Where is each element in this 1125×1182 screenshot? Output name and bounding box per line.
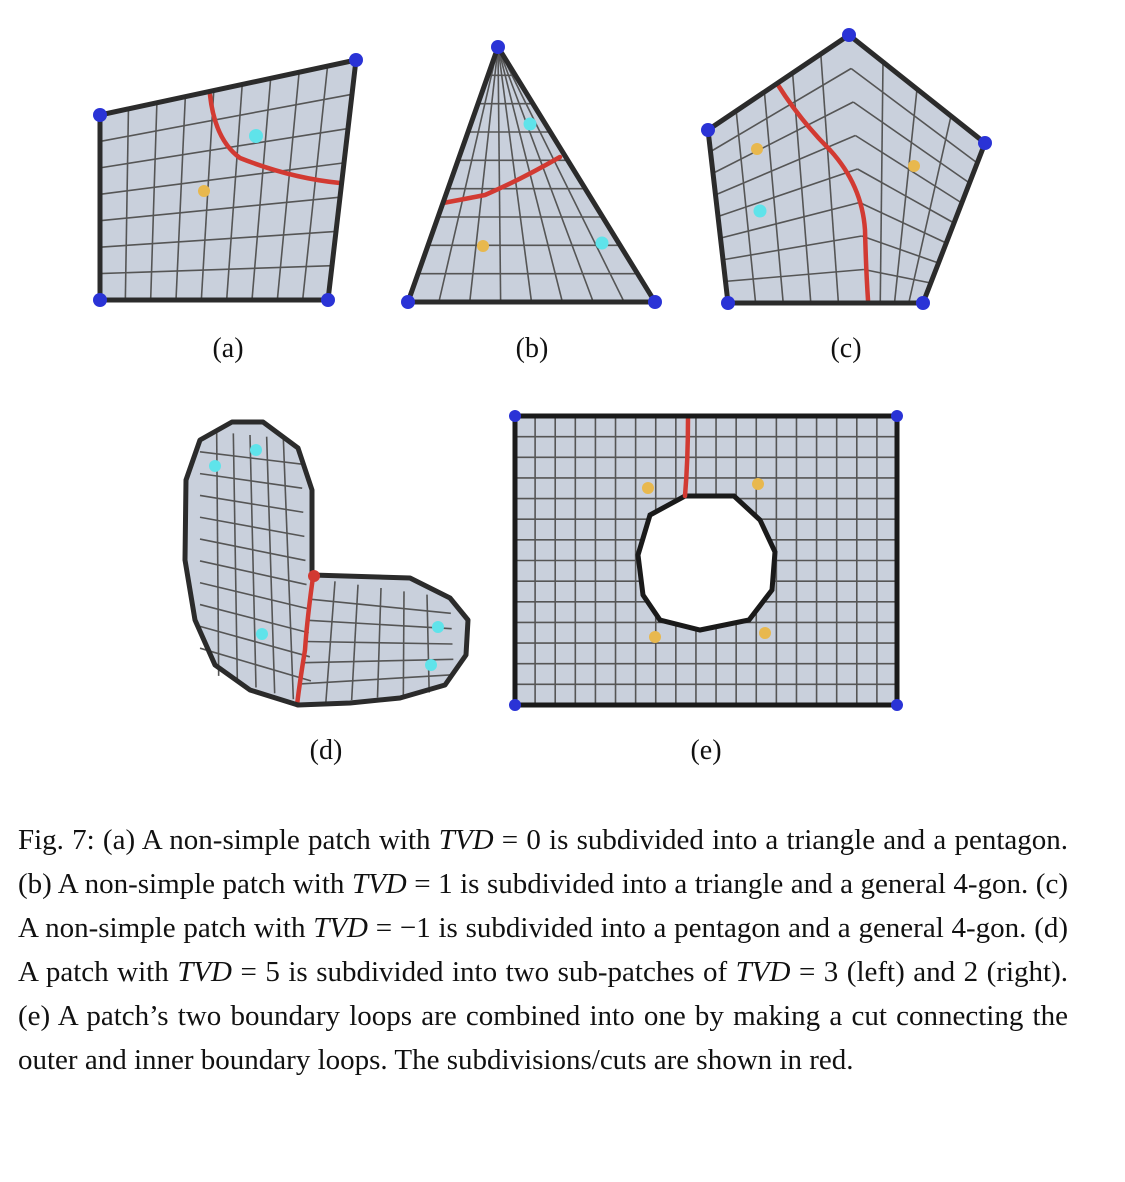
figure-number: Fig. 7: xyxy=(18,824,95,856)
caption-text: = 1 is subdivided into a triangle and a general 4-gon. (c) A non-simple patch with xyxy=(18,868,1068,944)
singular-vertex-icon xyxy=(198,185,210,197)
caption-text: = 0 is subdivided into a triangle and a pentagon. (b) A non-simple patch with xyxy=(18,824,1068,900)
math-symbol: TVD xyxy=(735,956,791,988)
panel-label-c: (c) xyxy=(830,333,862,364)
caption-text: = 3 (left) and 2 (right). (e) A patch’s two boundary loops are combined into one by making a cut connecting the outer and inner boundary loops. The subdivisions/cuts are shown in red. xyxy=(18,956,1068,1076)
panel-label-b: (b) xyxy=(515,333,549,364)
math-symbol: TVD xyxy=(313,912,369,944)
math-symbol: TVD xyxy=(438,824,494,856)
math-symbol: TVD xyxy=(351,868,407,900)
caption-text: = 5 is subdivided into two sub-patches of xyxy=(232,956,736,988)
panel-b-mesh xyxy=(401,40,662,309)
panel-c-mesh xyxy=(701,28,992,310)
panel-label-e: (e) xyxy=(690,735,722,766)
panel-a-mesh xyxy=(93,53,363,307)
panel-d-mesh xyxy=(185,422,468,705)
caption-text: (a) A non-simple patch with xyxy=(94,824,439,856)
panel-e-mesh xyxy=(509,410,903,711)
singular-vertex-icon xyxy=(249,129,263,143)
panel-label-a: (a) xyxy=(212,333,244,364)
figure-caption xyxy=(18,818,1068,1082)
math-symbol: TVD xyxy=(177,956,232,988)
caption-text: = −1 is subdivided into a pentagon and a general 4-gon. (d) A patch with xyxy=(18,912,1069,988)
panel-label-d: (d) xyxy=(309,735,343,766)
